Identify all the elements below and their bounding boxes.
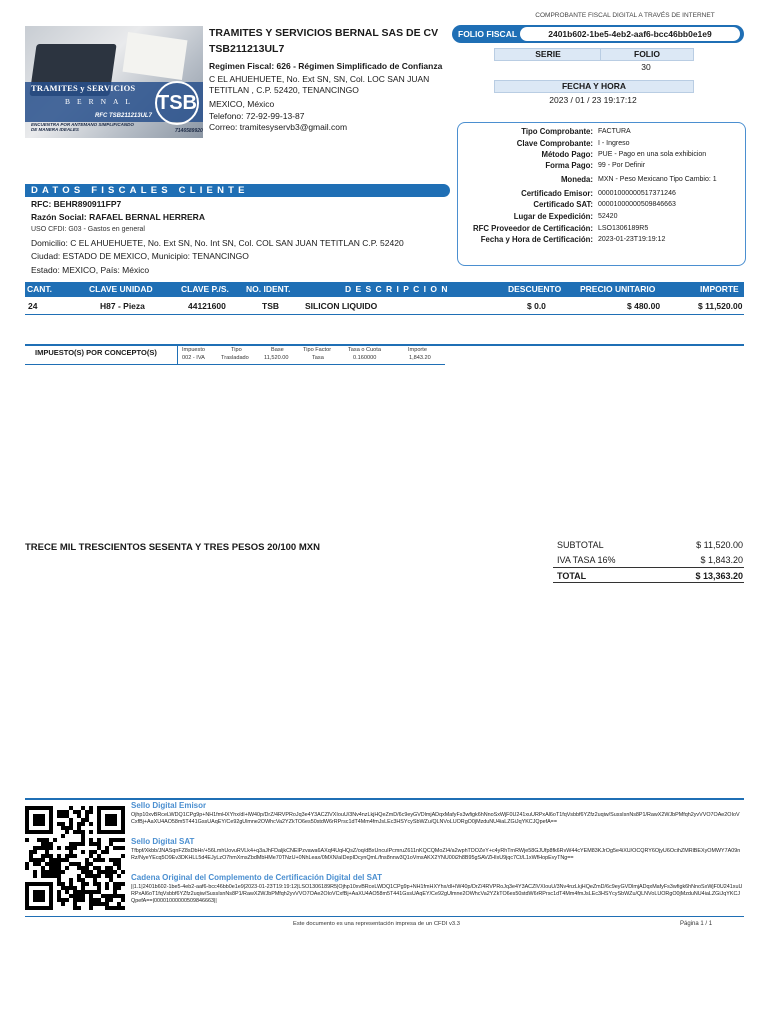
emisor-address-line2: TETITLAN , C.P. 52420, TENANCINGO (209, 85, 359, 95)
iva-label: IVA TASA 16% (557, 555, 616, 565)
emisor-regimen: Regimen Fiscal: 626 - Régimen Simplificado de Confianza (209, 61, 443, 71)
emisor-address-line1: C EL AHUEHUETE, No. Ext SN, SN, Col. LOC SAN JUAN (209, 74, 430, 84)
fecha-value: 2023 / 01 / 23 19:17:12 (549, 95, 637, 105)
tax-tipo-factor: Tasa (312, 355, 324, 361)
folio-header: FOLIO (600, 48, 694, 61)
detail-value: I - Ingreso (598, 140, 630, 147)
qr-code (25, 806, 125, 910)
tax-col-tipo: Tipo (231, 347, 242, 353)
folio-value: 30 (641, 62, 651, 72)
subtotal-label: SUBTOTAL (557, 540, 604, 550)
client-uso-cfdi: USO CFDI: G03 - Gastos en general (31, 226, 145, 233)
item-clave-unidad: H87 - Pieza (100, 301, 145, 311)
iva-value: $ 1,843.20 (700, 555, 743, 565)
tax-impuesto: 002 - IVA (182, 355, 205, 361)
taxes-separator (177, 346, 178, 364)
client-ciudad: Ciudad: ESTADO DE MEXICO, Municipio: TENANCINGO (31, 251, 249, 261)
client-estado: Estado: MEXICO, País: México (31, 265, 150, 275)
tax-col-tasa: Tasa o Cuota (348, 347, 381, 353)
detail-value: LSO1306189R5 (598, 225, 649, 232)
detail-value: 00001000000517371246 (598, 190, 676, 197)
detail-label: Fecha y Hora de Certificación: (480, 235, 593, 244)
logo-line1: TRAMITES y SERVICIOS (31, 83, 136, 93)
detail-label: Método Pago: (541, 150, 593, 159)
item-clave-ps: 44121600 (188, 301, 226, 311)
tax-tipo: Trasladado (221, 355, 249, 361)
detail-label: Forma Pago: (545, 161, 593, 170)
footer-note: Este documento es una representación impresa de un CFDI v3.3 (293, 921, 460, 927)
fecha-header: FECHA Y HORA (494, 80, 694, 93)
total-value: $ 13,363.20 (695, 571, 743, 581)
col-clave-ps: CLAVE P./S. (181, 284, 229, 294)
logo-rfc: RFC TSB211213UL7 (95, 113, 152, 119)
col-no-ident: NO. IDENT. (246, 284, 291, 294)
detail-value: FACTURA (598, 128, 631, 135)
client-domicilio: Domicilio: C EL AHUEHUETE, No. Ext SN, No. Int SN, Col. COL SAN JUAN TETITLAN C.P. 52420 (31, 238, 404, 248)
detail-value: PUE - Pago en una sola exhibicion (598, 151, 707, 158)
sello-sat-value: Tfbpf/Xkbb/JNASqnFZ8sDbHr/+56LmhUovuRVLk4+q3aJhFDaljkCNElPzvawa6AXqf4UqHQsZ/oq/dBxUncuIPcmruZ611nKQCQMoZI4/a2wphTDOZeY+c4yRhTrnRWje58GJUfp8fk6RvW44cYEM83KJrOg5e4iXU/OCQRY6OjyU6OcihZMRlBEXyOMWY7A09nRz/NyeYEcq5O9Ev3DKHLL5d4EJyLzO7hmXmsZbdMbHMe70TNzU+0NhLeax/0MXN/aIDepIDcynQmL/fns8nnw3Q1oVmsAKX2YNU00i2h8B95gSAVZHIxU9jqc7Ct/L1xWfHopEvyTNg== (131, 848, 741, 861)
item-cant: 24 (28, 301, 38, 311)
emisor-name: TRAMITES Y SERVICIOS BERNAL SAS DE CV (209, 27, 439, 39)
sello-emisor-title: Sello Digital Emisor (131, 801, 207, 810)
emisor-address-line3: MEXICO, México (209, 99, 275, 109)
detail-value: MXN - Peso Mexicano Tipo Cambio: 1 (598, 176, 717, 183)
detail-value: 99 - Por Definir (598, 162, 646, 169)
seals-top-rule (25, 798, 744, 800)
tax-tasa: 0.160000 (353, 355, 377, 361)
item-no-ident: TSB (262, 301, 279, 311)
totals-rule-bottom (553, 582, 744, 583)
detail-label: Clave Comprobante: (516, 139, 593, 148)
tax-base: 11,520.00 (264, 355, 289, 361)
client-section-title: DATOS FISCALES CLIENTE (31, 185, 249, 196)
col-cant: CANT. (27, 284, 53, 294)
detail-label: RFC Proveedor de Certificación: (472, 224, 593, 233)
col-descuento: DESCUENTO (508, 284, 562, 294)
detail-value: 52420 (598, 213, 618, 220)
detail-value: 2023-01-23T19:19:12 (598, 236, 666, 243)
col-importe: IMPORTE (700, 284, 739, 294)
logo-tagline: ENCUENTRA POR ANTEMANO SIMPLIFICANDO DE MANERA IDEALES (31, 122, 134, 132)
totals-rule (553, 567, 744, 568)
sello-sat-title: Sello Digital SAT (131, 837, 195, 846)
client-rfc: RFC: BEHR890911FP7 (31, 199, 122, 209)
col-clave-unidad: CLAVE UNIDAD (89, 284, 153, 294)
document-caption: COMPROBANTE FISCAL DIGITAL A TRAVÉS DE INTERNET (535, 12, 715, 19)
page-number: Página 1 / 1 (680, 921, 713, 927)
item-descripcion: SILICON LIQUIDO (305, 301, 378, 311)
logo-phone: 7146589920 (175, 128, 203, 134)
col-descripcion: D E S C R I P C I O N (345, 284, 449, 294)
emisor-phone: Telefono: 72-92-99-13-87 (209, 111, 305, 121)
client-razon-social: Razón Social: RAFAEL BERNAL HERRERA (31, 212, 205, 222)
total-label: TOTAL (557, 571, 587, 581)
tax-col-tipo-factor: Tipo Factor (303, 347, 332, 353)
tax-col-importe: Importe (408, 347, 427, 353)
detail-label: Lugar de Expedición: (513, 212, 593, 221)
detail-label: Certificado Emisor: (521, 189, 593, 198)
sello-emisor-value: Ojhp10xvBRceLWDQ1CPg9p+NH1fmHXYhx/dl+lW40p/DrZ/4RVPRoJq3e4Y3ACZlVXIouU/3Nv4nzLkjHQeZmD/6c9eyGVDlmjADqxMafyFs3wfigk6hNnoSxWjF0U241xuURPxAl6oT1fqVsbbf6YZfz2uqiw/SussIsnNs8P1/RawX2WJbPMfqh2yvVVO7OAe2OIoVCxfBj+AaXU4AO58m5T441GssUAqEY/Ce92gUlmne2OWhcVa2YZkTO6es50stdW6rRPrsc1dT4Mm4fmJsLEc3HSYcySbWZu/QLNVoLUORgO0jMzduNU4iaLZGiJqYKCJQpefA== (131, 812, 740, 825)
detail-label: Certificado SAT: (533, 200, 593, 209)
item-importe: $ 11,520.00 (698, 301, 743, 311)
emisor-rfc: TSB211213UL7 (209, 43, 285, 55)
item-precio-unitario: $ 480.00 (627, 301, 661, 311)
company-logo (25, 26, 203, 138)
detail-label: Tipo Comprobante: (521, 127, 593, 136)
folio-fiscal-label: FOLIO FISCAL (458, 29, 518, 39)
logo-line2: BERNAL (65, 97, 137, 106)
taxes-concept-label: IMPUESTO(S) POR CONCEPTO(S) (35, 348, 157, 357)
comprobante-details-box (457, 122, 746, 266)
col-precio-unitario: PRECIO UNITARIO (580, 284, 656, 294)
cadena-original-title: Cadena Original del Complemento de Certificación Digital del SAT (131, 873, 383, 882)
folio-fiscal-value: 2401b602-1be5-4eb2-aaf6-bcc46bb0e1e9 (520, 27, 740, 41)
amount-in-words: TRECE MIL TRESCIENTOS SESENTA Y TRES PESOS 20/100 MXN (25, 542, 320, 553)
item-descuento: $ 0.0 (527, 301, 546, 311)
items-divider (25, 314, 744, 315)
footer-rule (25, 916, 744, 917)
logo-monogram: TSB (155, 81, 199, 125)
detail-label: Moneda: (560, 175, 593, 184)
tax-col-base: Base (271, 347, 284, 353)
tax-col-impuesto: Impuesto (182, 347, 206, 353)
detail-value: 00001000000509846663 (598, 201, 676, 208)
serie-header: SERIE (494, 48, 602, 61)
subtotal-value: $ 11,520.00 (696, 540, 743, 550)
tax-importe: 1,843.20 (409, 355, 431, 361)
cadena-original-value: ||1.1|2401b602-1be5-4eb2-aaf6-bcc46bb0e1e9|2023-01-23T19:19:12|LSO1306189R5|Ojhp10xvBRceLWDQ1CPg9p+NH1fmHXYhx/dl+lW40p/DrZ/4RVPRoJq3e4Y3ACZlVXIouU/3Nv4nzLkjHQeZmD/6c9eyGVDlmjADqxMafyFs3wfigk6hNnoSxWjF0U241xuURPxAl6oT1fqVsbbf6YZfz2uqiw/SussIsnNs8P1/RawX2WJbPMfqh2yvVVO7OAe2OIoVCxfBj+AaXU4AO58m5T441GssUAqEY/Ce92gUlmne2OWhcVa2YZkTO6es50stdW6rRPrsc1dT4Mm4fmJsLEc3HSYcySbWZu/QLNVoLUORgO0jMzduNU4iaLZGiJqYKCJQpefA==|00001000000509846663|| (131, 884, 743, 904)
emisor-email: Correo: tramitesyservb3@gmail.com (209, 122, 348, 132)
